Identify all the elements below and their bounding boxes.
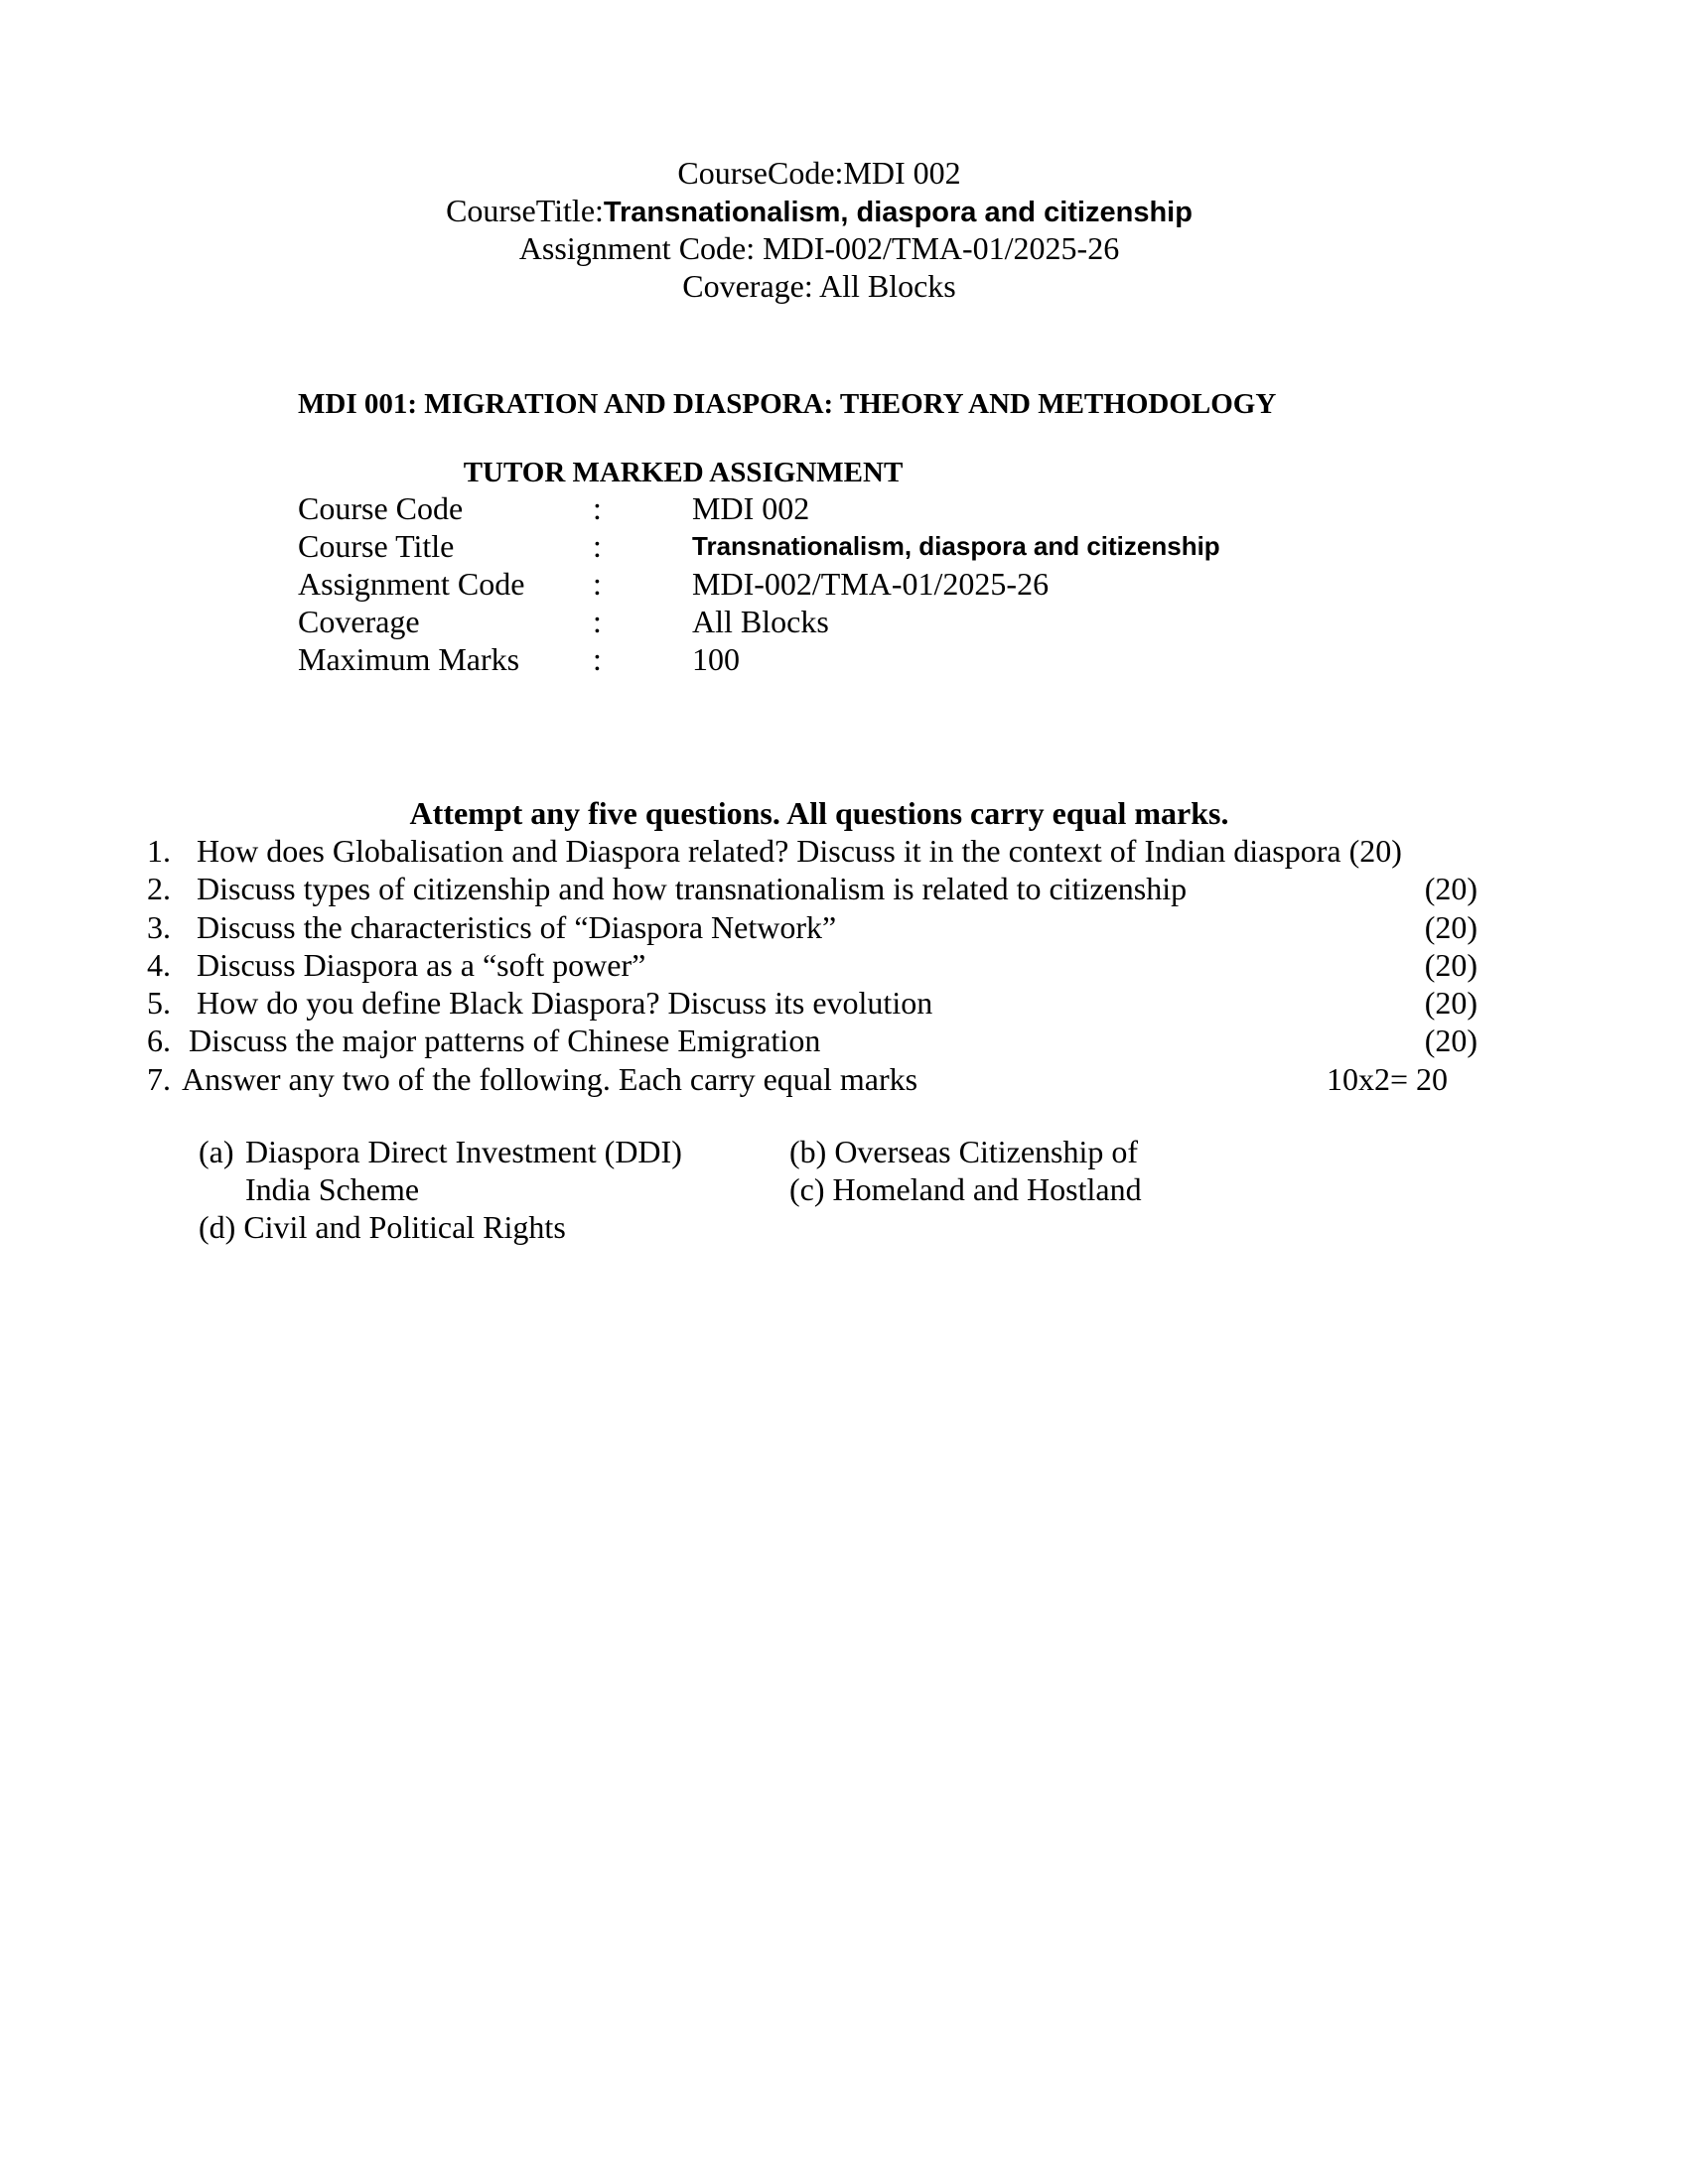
info-label: Coverage xyxy=(298,604,420,639)
question-number: 3. xyxy=(147,908,171,945)
info-colon: : xyxy=(593,566,602,602)
question-6 xyxy=(147,1022,1477,1059)
subpart-a-prefix: (a) xyxy=(199,1134,234,1169)
info-row-maximum-marks xyxy=(298,640,1291,678)
info-colon: : xyxy=(593,641,602,677)
question-text: Discuss the characteristics of “Diaspora Network” xyxy=(197,908,837,945)
question-marks: (20) xyxy=(1424,1023,1477,1059)
info-value: Transnationalism, diaspora and citizenship xyxy=(692,531,1220,561)
question-text: How do you define Black Diaspora? Discuss its evolution xyxy=(197,985,933,1022)
info-row-course-code xyxy=(298,489,1291,527)
info-value: All Blocks xyxy=(692,604,829,639)
tma-heading: TUTOR MARKED ASSIGNMENT xyxy=(463,457,904,488)
subpart-c: (c) Homeland and Hostland xyxy=(789,1171,1142,1207)
info-value: MDI 002 xyxy=(692,490,810,526)
document-header xyxy=(0,154,1638,305)
question-1 xyxy=(147,832,1458,870)
header-course-title-prefix: CourseTitle: xyxy=(446,193,604,228)
question-marks: (20) xyxy=(1424,871,1477,907)
header-course-title-value: Transnationalism, diaspora and citizenship xyxy=(603,197,1193,228)
info-label: Course Code xyxy=(298,490,464,526)
question-2 xyxy=(147,870,1477,907)
course-heading: MDI 001: MIGRATION AND DIASPORA: THEORY AND METHODOLOGY xyxy=(298,388,1277,420)
info-value: 100 xyxy=(692,641,740,677)
info-row-coverage xyxy=(298,603,1291,640)
question-4 xyxy=(147,946,1477,984)
question-number: 5. xyxy=(147,985,171,1022)
info-label: Assignment Code xyxy=(298,566,525,602)
info-colon: : xyxy=(593,604,602,639)
subpart-a-line2: India Scheme xyxy=(245,1171,420,1207)
assignment-info-table xyxy=(298,489,1291,678)
info-row-assignment-code xyxy=(298,565,1291,603)
info-label: Course Title xyxy=(298,528,455,564)
info-colon: : xyxy=(593,528,602,564)
instructions: Attempt any five questions. All questions carry equal marks. xyxy=(409,795,1229,831)
header-coverage: Coverage: All Blocks xyxy=(682,268,956,304)
question-number: 2. xyxy=(147,871,171,907)
question-number: 1. xyxy=(147,833,171,869)
subpart-d: (d) Civil and Political Rights xyxy=(199,1209,566,1245)
question-3 xyxy=(147,908,1477,946)
question-text: Discuss the major patterns of Chinese Emigration xyxy=(189,1023,821,1059)
subpart-a-line1: Diaspora Direct Investment (DDI) xyxy=(245,1134,682,1169)
info-colon: : xyxy=(593,490,602,526)
question-marks: (20) xyxy=(1424,946,1477,983)
header-course-code: CourseCode:MDI 002 xyxy=(677,155,961,191)
question-list xyxy=(147,832,1477,1098)
question-number: 4. xyxy=(147,946,171,983)
question-marks: 10x2= 20 xyxy=(1326,1060,1448,1097)
question-text: Discuss Diaspora as a “soft power” xyxy=(197,946,646,983)
info-row-course-title xyxy=(298,527,1291,565)
question-marks: (20) xyxy=(1424,985,1477,1022)
question-text: Discuss types of citizenship and how transnationalism is related to citizenship xyxy=(197,871,1188,907)
question-marks: (20) xyxy=(1424,908,1477,945)
question-text: How does Globalisation and Diaspora related? Discuss it in the context of Indian diaspora (20) xyxy=(197,833,1402,869)
question-5 xyxy=(147,984,1477,1022)
header-course-title xyxy=(0,192,1638,229)
question-text: Answer any two of the following. Each carry equal marks xyxy=(182,1060,918,1097)
info-value: MDI-002/TMA-01/2025-26 xyxy=(692,566,1050,602)
subpart-b: (b) Overseas Citizenship of xyxy=(789,1134,1139,1169)
question-7 xyxy=(147,1060,1458,1098)
header-assignment-code: Assignment Code: MDI-002/TMA-01/2025-26 xyxy=(518,230,1120,266)
question-number: 7. xyxy=(147,1060,171,1097)
info-label: Maximum Marks xyxy=(298,641,520,677)
question-number: 6. xyxy=(147,1023,171,1059)
